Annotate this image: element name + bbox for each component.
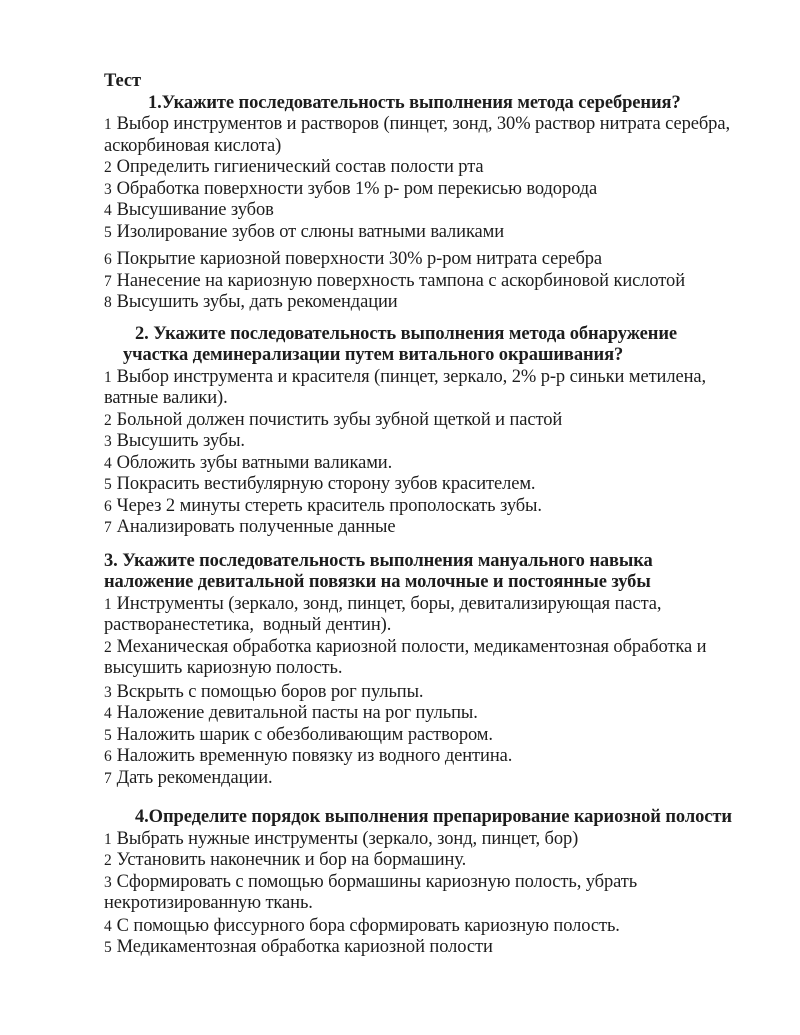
list-item-text: Медикаментозная обработка кариозной полости bbox=[116, 937, 493, 957]
list-item-number: 6 bbox=[104, 251, 112, 268]
text-line: некротизированную ткань. bbox=[104, 893, 313, 913]
list-item-text: Изолирование зубов от слюны ватными валиками bbox=[116, 221, 505, 242]
list-item-line bbox=[104, 850, 760, 872]
list-item-line bbox=[104, 114, 760, 136]
list-item-text: Выбор инструментов и растворов (пинцет, зонд, 30% раствор нитрата серебра, bbox=[116, 114, 730, 134]
list-item-line bbox=[104, 594, 760, 616]
list-item-number: 2 bbox=[104, 852, 112, 869]
list-item-text: Выбрать нужные инструменты (зеркало, зонд, пинцет, бор) bbox=[116, 828, 579, 849]
list-item-text: Обложить зубы ватными валиками. bbox=[116, 452, 393, 473]
text-line: 2. Укажите последовательность выполнения метода обнаружение bbox=[135, 323, 678, 344]
list-item-line bbox=[104, 746, 760, 768]
list-item-text: Инструменты (зеркало, зонд, пинцет, боры, девитализирующая паста, bbox=[116, 593, 662, 614]
list-item-number: 2 bbox=[104, 638, 112, 656]
document-content bbox=[104, 71, 760, 959]
list-item-text: Механическая обработка кариозной полости, медикаментозная обработка и bbox=[116, 636, 707, 657]
text-line: 3. Укажите последовательность выполнения мануального навыка bbox=[104, 550, 653, 571]
list-item-number: 5 bbox=[104, 726, 112, 744]
list-item-number: 1 bbox=[104, 595, 112, 613]
list-item-line bbox=[104, 179, 760, 201]
text-line: 1.Укажите последовательность выполнения метода серебрения? bbox=[148, 92, 681, 113]
question-heading-line bbox=[104, 572, 760, 594]
list-item-number: 2 bbox=[104, 411, 112, 429]
list-item-line bbox=[104, 725, 760, 747]
list-item-number: 7 bbox=[104, 272, 112, 290]
list-item-text: Нанесение на кариозную поверхность тампона с аскорбиновой кислотой bbox=[116, 270, 686, 291]
question-heading-line bbox=[104, 324, 760, 346]
list-item-text: Покрытие кариозной поверхности 30% р-ром нитрата серебра bbox=[116, 249, 603, 269]
list-item-line bbox=[104, 157, 760, 179]
list-item-text: Наложить шарик с обезболивающим раствором. bbox=[116, 724, 493, 745]
list-item-line bbox=[104, 937, 760, 959]
list-item-number: 3 bbox=[104, 873, 112, 891]
text-line: растворанестетика, водный дентин). bbox=[104, 615, 392, 635]
list-item-text: Покрасить вестибулярную сторону зубов красителем. bbox=[116, 474, 536, 494]
list-item-text: С помощью фиссурного бора сформировать кариозную полость. bbox=[116, 915, 620, 936]
list-item-number: 4 bbox=[104, 917, 112, 935]
list-item-line bbox=[104, 453, 760, 475]
list-item-text: Наложить временную повязку из водного дентина. bbox=[116, 746, 513, 766]
list-item-text: Наложение девитальной пасты на рог пульпы. bbox=[116, 703, 478, 723]
list-item-number: 4 bbox=[104, 202, 112, 219]
list-item-line bbox=[104, 136, 760, 158]
list-item-line bbox=[104, 916, 760, 938]
list-item-line bbox=[104, 872, 760, 894]
text-line: Тест bbox=[104, 71, 141, 91]
text-line: наложение девитальной повязки на молочные и постоянные зубы bbox=[104, 572, 651, 592]
list-item-text: Обработка поверхности зубов 1% р- ром перекисью водорода bbox=[116, 178, 598, 199]
list-item-text: Высушивание зубов bbox=[116, 200, 274, 220]
list-item-line bbox=[104, 768, 760, 790]
text-line: аскорбиновая кислота) bbox=[104, 135, 282, 156]
list-item-number: 7 bbox=[104, 519, 112, 536]
list-item-line bbox=[104, 496, 760, 518]
list-item-line bbox=[104, 829, 760, 851]
list-item-number: 3 bbox=[104, 683, 112, 701]
list-item-number: 3 bbox=[104, 433, 112, 450]
list-item-line bbox=[104, 271, 760, 293]
text-line: 4.Определите порядок выполнения препарирование кариозной полости bbox=[135, 807, 732, 827]
list-item-line bbox=[104, 517, 760, 539]
list-item-number: 2 bbox=[104, 159, 112, 176]
list-item-line bbox=[104, 367, 760, 389]
list-item-line bbox=[104, 637, 760, 659]
list-item-line bbox=[104, 893, 760, 915]
list-item-text: Высушить зубы, дать рекомендации bbox=[116, 292, 398, 312]
text-line: высушить кариозную полость. bbox=[104, 658, 343, 678]
list-item-line bbox=[104, 431, 760, 453]
text-line: ватные валики). bbox=[104, 388, 228, 408]
question-heading-line bbox=[104, 807, 760, 829]
question-heading-line bbox=[104, 93, 760, 115]
question-heading-line bbox=[104, 551, 760, 573]
list-item-number: 7 bbox=[104, 769, 112, 787]
list-item-number: 5 bbox=[104, 476, 112, 493]
list-item-text: Сформировать с помощью бормашины кариозную полость, убрать bbox=[116, 871, 638, 892]
list-item-number: 6 bbox=[104, 497, 112, 515]
list-item-text: Определить гигиенический состав полости рта bbox=[116, 157, 484, 177]
list-item-number: 5 bbox=[104, 223, 112, 241]
list-item-text: Анализировать полученные данные bbox=[116, 517, 396, 537]
list-item-line bbox=[104, 249, 760, 271]
list-item-line bbox=[104, 388, 760, 410]
list-item-number: 3 bbox=[104, 180, 112, 198]
list-item-number: 4 bbox=[104, 454, 112, 472]
doc-title bbox=[104, 71, 760, 93]
list-item-number: 1 bbox=[104, 830, 112, 848]
list-item-text: Дать рекомендации. bbox=[116, 767, 273, 788]
list-item-line bbox=[104, 615, 760, 637]
list-item-number: 5 bbox=[104, 939, 112, 956]
list-item-text: Через 2 минуты стереть краситель прополоскать зубы. bbox=[116, 495, 542, 516]
list-item-line bbox=[104, 682, 760, 704]
list-item-number: 1 bbox=[104, 368, 112, 386]
list-item-line bbox=[104, 222, 760, 244]
list-item-line bbox=[104, 292, 760, 314]
list-item-text: Больной должен почистить зубы зубной щеткой и пастой bbox=[116, 409, 563, 430]
list-item-line bbox=[104, 474, 760, 496]
text-line: участка деминерализации путем витального окрашивания? bbox=[123, 345, 624, 365]
list-item-text: Выбор инструмента и красителя (пинцет, зеркало, 2% р-р синьки метилена, bbox=[116, 366, 707, 387]
list-item-line bbox=[104, 658, 760, 680]
list-item-number: 1 bbox=[104, 116, 112, 133]
question-heading-line bbox=[104, 345, 760, 367]
list-item-text: Установить наконечник и бор на бормашину. bbox=[116, 850, 467, 870]
list-item-line bbox=[104, 410, 760, 432]
list-item-number: 6 bbox=[104, 748, 112, 765]
list-item-line bbox=[104, 200, 760, 222]
list-item-number: 4 bbox=[104, 705, 112, 722]
list-item-line bbox=[104, 703, 760, 725]
list-item-number: 8 bbox=[104, 294, 112, 311]
list-item-text: Высушить зубы. bbox=[116, 431, 245, 451]
list-item-text: Вскрыть с помощью боров рог пульпы. bbox=[116, 681, 424, 702]
